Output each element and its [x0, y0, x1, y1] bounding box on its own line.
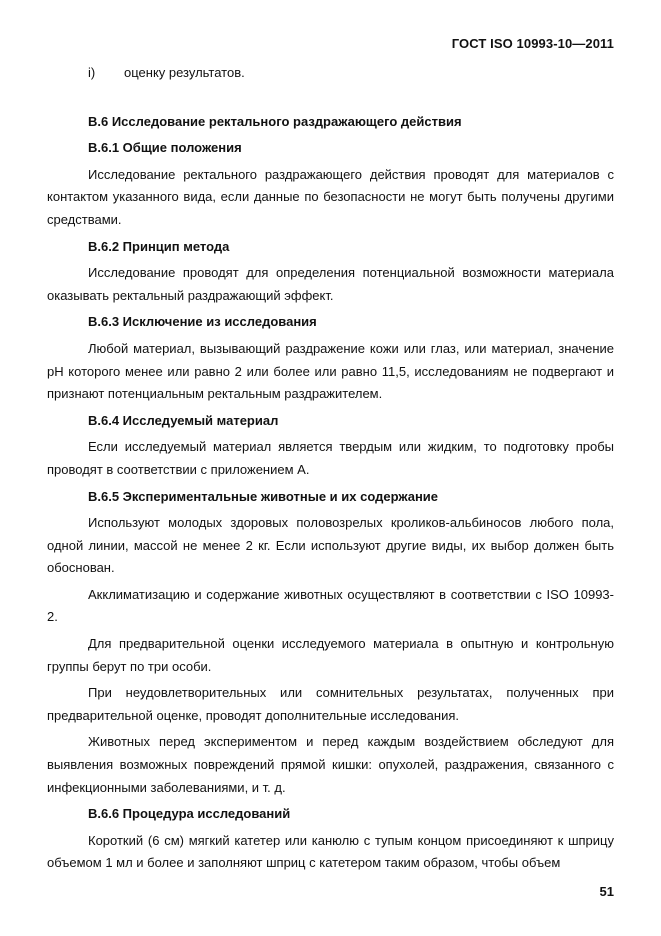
list-marker: i)	[88, 65, 96, 80]
subsection-title: B.6.3 Исключение из исследования	[88, 314, 317, 330]
subsection-title: B.6.6 Процедура исследований	[88, 806, 291, 822]
page-number: 51	[599, 884, 614, 899]
paragraph: Исследование ректального раздражающего действия проводят для материалов с контактом указанного вида, если данные по безопасности не могут быть получены другими средствами.	[47, 166, 614, 227]
subsection-title: B.6.2 Принцип метода	[88, 238, 230, 254]
paragraph: Используют молодых здоровых половозрелых кроликов-альбиносов любого пола, одной линии, массой не менее 2 кг. Если используют другие виды, их выбор должен быть обоснован.	[47, 515, 614, 576]
subsection-title: B.6.4 Исследуемый материал	[88, 412, 279, 428]
list-text: оценку результатов.	[124, 65, 245, 80]
paragraph: Акклиматизацию и содержание животных осуществляют в соответствии с ISO 10993-2.	[47, 586, 614, 625]
paragraph: Для предварительной оценки исследуемого материала в опытную и контрольную группы берут по три особи.	[47, 636, 614, 674]
page-body	[47, 62, 614, 875]
paragraph: Если исследуемый материал является твердым или жидким, то подготовку пробы проводят в соответствии с приложением А.	[47, 439, 614, 477]
list-item	[47, 62, 614, 85]
subsection-title: B.6.1 Общие положения	[88, 140, 242, 156]
paragraph: Короткий (6 см) мягкий катетер или канюлю с тупым концом присоединяют к шприцу объемом 1 мл и более и заполняют шприц с катетером таким образом, чтобы объем	[47, 832, 614, 871]
document-header: ГОСТ ISO 10993-10—2011	[451, 36, 614, 51]
paragraph: При неудовлетворительных или сомнительных результатах, полученных при предварительной оценке, проводят дополнительные исследования.	[47, 685, 614, 723]
subsection-title: B.6.5 Экспериментальные животные и их содержание	[88, 488, 439, 504]
paragraph: Исследование проводят для определения потенциальной возможности материала оказывать ректальный раздражающий эффект.	[47, 265, 614, 303]
section-title: B.6 Исследование ректального раздражающего действия	[88, 113, 462, 129]
paragraph: Животных перед экспериментом и перед каждым воздействием обследуют для выявления возможных повреждений прямой кишки: опухолей, раздражения, связанного с инфекционными заболеваниями, и т. д.	[47, 734, 614, 795]
paragraph: Любой материал, вызывающий раздражение кожи или глаз, или материал, значение pH которого менее или равно 2 или более или равно 11,5, исследованиям не подвергают и признают потенциальным ректальным раздражителем.	[47, 340, 614, 402]
